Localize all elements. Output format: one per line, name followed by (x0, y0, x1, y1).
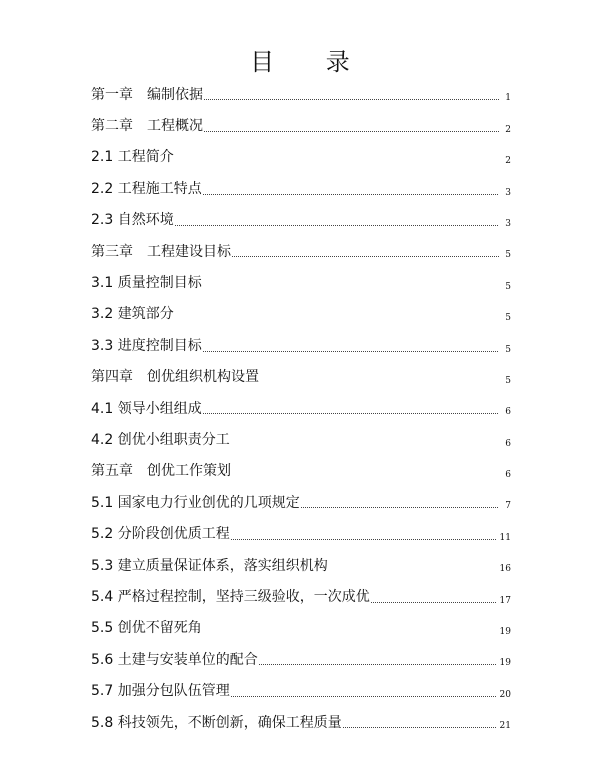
toc-page-number: 5 (505, 281, 511, 292)
toc-dot-leader (203, 413, 499, 414)
toc-dot-leader (203, 633, 496, 634)
toc-entry-label: 5.5 创优不留死角 (91, 620, 202, 637)
toc-dot-leader (203, 351, 499, 352)
toc-page-number: 3 (505, 218, 511, 229)
toc-dot-leader (260, 382, 499, 383)
toc-entry-label: 2.2 工程施工特点 (91, 180, 202, 197)
toc-entry[interactable] (91, 549, 511, 580)
toc-entry[interactable] (91, 423, 511, 454)
toc-page-number: 5 (505, 250, 511, 261)
toc-page-number: 6 (505, 438, 511, 449)
toc-dot-leader (175, 319, 499, 320)
toc-entry[interactable] (91, 517, 511, 548)
toc-dot-leader (203, 288, 499, 289)
toc-entry-label: 5.7 加强分包队伍管理 (91, 683, 230, 700)
toc-page-number: 16 (499, 564, 511, 575)
toc-dot-leader (175, 225, 499, 226)
toc-page-number: 21 (499, 721, 511, 732)
toc-entry-label: 5.8 科技领先，不断创新，确保工程质量 (91, 714, 342, 731)
toc-entry[interactable] (91, 580, 511, 611)
toc-page-number: 19 (499, 627, 511, 638)
toc-dot-leader (371, 602, 496, 603)
toc-dot-leader (232, 476, 499, 477)
toc-entry[interactable] (91, 392, 511, 423)
toc-entry-label: 5.4 严格过程控制，坚持三级验收，一次成优 (91, 588, 370, 605)
toc-entry-label: 第三章 工程建设目标 (91, 243, 231, 260)
toc-entry[interactable] (91, 266, 511, 297)
toc-page-number: 19 (499, 658, 511, 669)
toc-entry[interactable] (91, 78, 511, 109)
toc-dot-leader (259, 664, 496, 665)
toc-entry[interactable] (91, 706, 511, 737)
toc-entry-label: 第二章 工程概况 (91, 118, 203, 135)
toc-entry-label: 4.1 领导小组组成 (91, 400, 202, 417)
toc-page-number: 5 (505, 375, 511, 386)
toc-dot-leader (232, 256, 499, 257)
toc-page-number: 3 (505, 187, 511, 198)
toc-dot-leader (204, 131, 499, 132)
toc-page-number: 6 (505, 470, 511, 481)
toc-dot-leader (231, 696, 496, 697)
toc-entry-label: 3.1 质量控制目标 (91, 275, 202, 292)
toc-entry[interactable] (91, 235, 511, 266)
toc-page-number: 11 (499, 532, 511, 543)
toc-entry[interactable] (91, 643, 511, 674)
toc-dot-leader (231, 539, 496, 540)
toc-dot-leader (329, 570, 496, 571)
toc-entry-label: 第一章 编制依据 (91, 86, 203, 103)
toc-entry-label: 5.2 分阶段创优质工程 (91, 526, 230, 543)
toc-entry[interactable] (91, 361, 511, 392)
toc-entry-label: 3.3 进度控制目标 (91, 337, 202, 354)
toc-page-number: 2 (505, 124, 511, 135)
toc-entry[interactable] (91, 329, 511, 360)
toc-entry-label: 2.1 工程简介 (91, 149, 174, 166)
toc-page-number: 7 (505, 501, 511, 512)
toc-page-number: 2 (505, 156, 511, 167)
toc-entry-label: 5.3 建立质量保证体系，落实组织机构 (91, 557, 328, 574)
toc-page-number: 1 (505, 93, 511, 104)
toc-page-number: 20 (499, 689, 511, 700)
toc-entry[interactable] (91, 109, 511, 140)
toc-entry[interactable] (91, 172, 511, 203)
toc-entry[interactable] (91, 612, 511, 643)
toc-entry[interactable] (91, 141, 511, 172)
toc-dot-leader (175, 162, 499, 163)
toc-entry[interactable] (91, 204, 511, 235)
toc-dot-leader (301, 507, 499, 508)
toc-entry[interactable] (91, 298, 511, 329)
toc-page-number: 6 (505, 407, 511, 418)
toc-dot-leader (203, 194, 499, 195)
toc-entry-label: 4.2 创优小组职责分工 (91, 431, 230, 448)
page-title: 目 录 (250, 48, 372, 76)
toc-page-number: 5 (505, 313, 511, 324)
toc-entry[interactable] (91, 455, 511, 486)
toc-entry[interactable] (91, 486, 511, 517)
toc-entry-label: 5.1 国家电力行业创优的几项规定 (91, 494, 300, 511)
toc-dot-leader (231, 445, 499, 446)
toc-entry-label: 第四章 创优组织机构设置 (91, 369, 259, 386)
toc-page-number: 17 (499, 595, 511, 606)
toc-dot-leader (204, 99, 499, 100)
toc-entry[interactable] (91, 674, 511, 705)
toc-entry-label: 第五章 创优工作策划 (91, 463, 231, 480)
toc-list (91, 78, 511, 737)
toc-dot-leader (343, 727, 496, 728)
toc-entry-label: 2.3 自然环境 (91, 212, 174, 229)
toc-entry-label: 3.2 建筑部分 (91, 306, 174, 323)
toc-entry-label: 5.6 土建与安装单位的配合 (91, 651, 258, 668)
toc-page-number: 5 (505, 344, 511, 355)
